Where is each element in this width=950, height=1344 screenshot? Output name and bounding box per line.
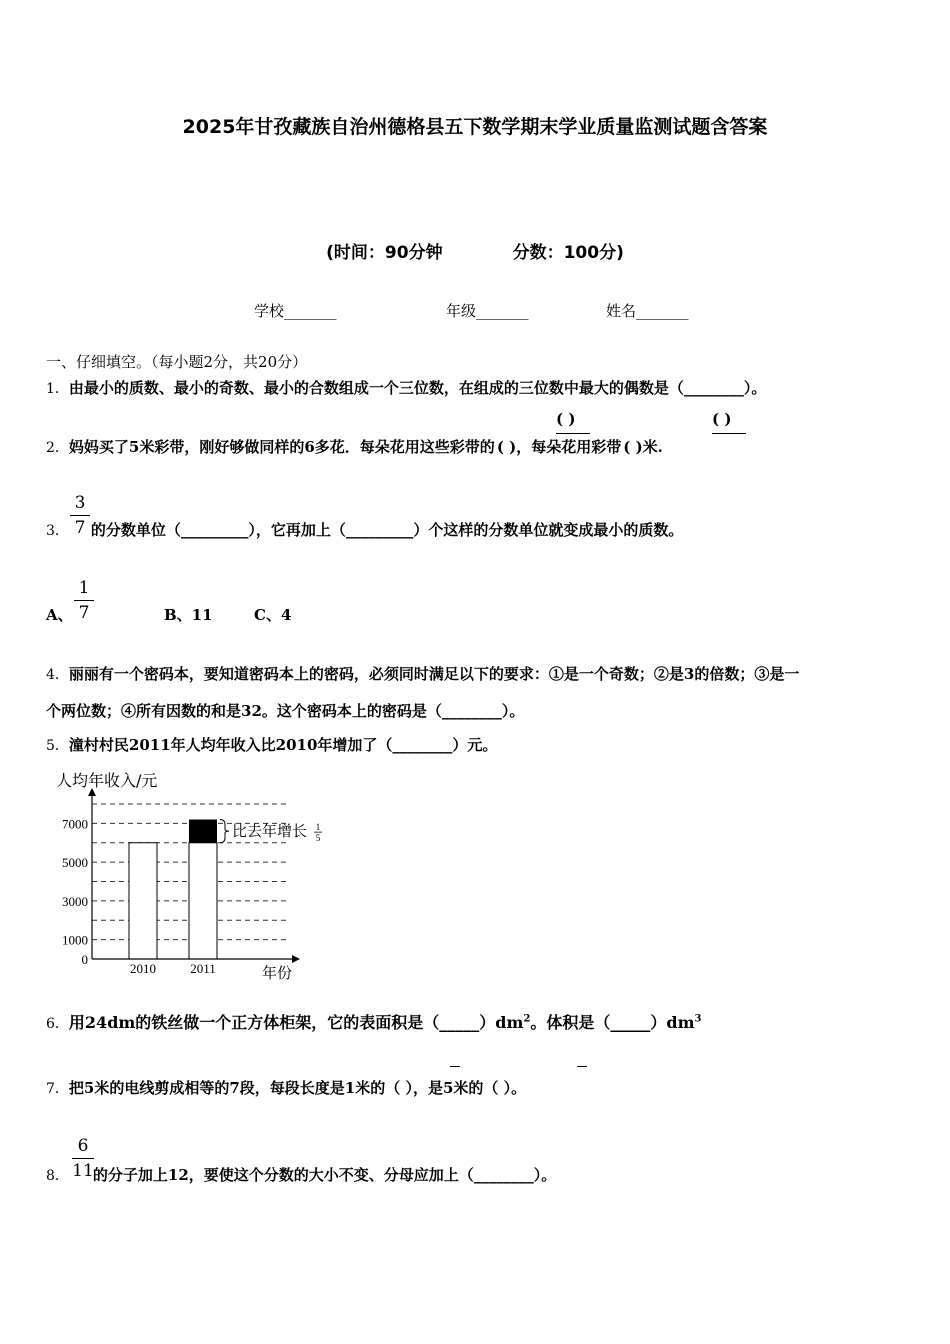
- fraction-numerator: 3: [74, 493, 86, 513]
- question-number: 3．: [46, 523, 69, 539]
- superscript: 2: [523, 1013, 531, 1025]
- y-tick-label: 3000: [62, 893, 88, 909]
- y-axis-title: 人均年收入/元: [56, 771, 158, 790]
- question-text: 的分数单位（_________），它再加上（_________）个这样的分数单位就变成最小的质数。: [90, 521, 684, 539]
- x-axis-arrow: [292, 955, 300, 963]
- annotation-fraction-numerator: 1: [315, 822, 321, 833]
- question-number: 6．: [46, 1016, 69, 1032]
- x-tick-label: 2011: [190, 961, 216, 976]
- fraction-bar: [712, 433, 746, 434]
- question-number: 2．: [46, 440, 69, 456]
- question-2: [46, 436, 663, 457]
- question-number: 7．: [46, 1081, 69, 1097]
- question-5: [46, 734, 497, 755]
- fraction-numerator-blank[interactable]: ( ): [556, 410, 576, 428]
- annotation-text: 比去年增长: [232, 822, 308, 841]
- question-6: [46, 1010, 702, 1033]
- question-4-line-1: [46, 663, 799, 684]
- fraction-bar: [450, 1066, 460, 1067]
- question-text: ，每朵花用彩带: [516, 438, 622, 456]
- question-number: 1．: [46, 381, 69, 397]
- question-number: 4．: [46, 667, 69, 683]
- question-text: 。体积是（_____）dm: [530, 1013, 695, 1032]
- time-limit: (时间：90分钟: [326, 243, 443, 263]
- question-8: [46, 1164, 556, 1185]
- question-3: [46, 519, 683, 540]
- fraction-bar: [556, 433, 590, 434]
- question-number: 5．: [46, 738, 69, 754]
- fraction-numerator: 1: [78, 578, 90, 598]
- question-text: 丽丽有一个密码本，要知道密码本上的密码，必须同时满足以下的要求：①是一个奇数；②是3的倍数；③是一: [68, 665, 800, 683]
- school-field[interactable]: 学校_______: [254, 302, 337, 320]
- question-text: 的分子加上12，要使这个分数的大小不变、分母应加上（________）。: [92, 1166, 557, 1184]
- section-heading: 一、仔细填空。（每小题2分，共20分）: [46, 353, 308, 371]
- income-bar-chart: [40, 762, 350, 988]
- y-tick-label: 7000: [62, 816, 88, 832]
- annotation-fraction-denominator: 5: [315, 833, 321, 844]
- question-1: [46, 377, 766, 398]
- fraction-bar: [70, 515, 90, 516]
- superscript: 3: [694, 1013, 702, 1025]
- bar-2011: [189, 843, 217, 959]
- question-7: [46, 1077, 526, 1098]
- question-text: 由最小的质数、最小的奇数、最小的合数组成一个三位数，在组成的三位数中最大的偶数是（________）。: [68, 379, 767, 397]
- y-tick-label: 5000: [62, 855, 88, 871]
- question-text: 妈妈买了5米彩带，刚好够做同样的6多花．每朵花用这些彩带的: [68, 438, 495, 456]
- question-text: 潼村村民2011年人均年收入比2010年增加了（________）元。: [68, 736, 498, 754]
- fraction-denominator: 11: [72, 1161, 94, 1181]
- name-field[interactable]: 姓名_______: [606, 302, 689, 320]
- fraction-bar: [74, 600, 94, 601]
- question-text: 用24dm的铁丝做一个正方体柜架，它的表面积是（_____）dm: [68, 1013, 524, 1032]
- fraction-denominator-blank[interactable]: ( ): [496, 438, 517, 456]
- question-number: 8．: [46, 1168, 69, 1184]
- option-a-fraction: [74, 578, 94, 623]
- fraction-denominator: 7: [74, 518, 86, 538]
- total-score: 分数：100分): [512, 243, 624, 263]
- fraction-numerator-blank[interactable]: ( ): [712, 410, 732, 428]
- bar-2010: [129, 843, 157, 959]
- fraction-denominator-blank[interactable]: ( ): [623, 438, 643, 456]
- bar-increase-2011: [189, 820, 217, 843]
- x-tick-label: 2010: [130, 961, 156, 976]
- exam-meta: [0, 238, 950, 263]
- question-text: 把5米的电线剪成相等的7段，每段长度是1米的（ ），是5米的（ ）。: [68, 1079, 527, 1097]
- option-c[interactable]: C、4: [254, 606, 292, 624]
- x-axis-title: 年份: [262, 964, 293, 982]
- question-text: 米.: [642, 438, 663, 456]
- fraction-numerator: 6: [77, 1136, 89, 1156]
- y-tick-label: 1000: [62, 932, 88, 948]
- page-title: 2025年甘孜藏族自治州德格县五下数学期末学业质量监测试题含答案: [182, 116, 768, 138]
- fraction-denominator: 7: [78, 603, 90, 623]
- fraction-bar: [577, 1066, 587, 1067]
- question-4-line-2: 个两位数；④所有因数的和是32。这个密码本上的密码是（________）。: [46, 702, 525, 720]
- option-b[interactable]: B、11: [164, 606, 213, 624]
- grade-field[interactable]: 年级_______: [446, 302, 529, 320]
- fraction-bar: [72, 1158, 94, 1159]
- option-a[interactable]: A、: [46, 606, 73, 624]
- y-tick-label: 0: [81, 952, 88, 967]
